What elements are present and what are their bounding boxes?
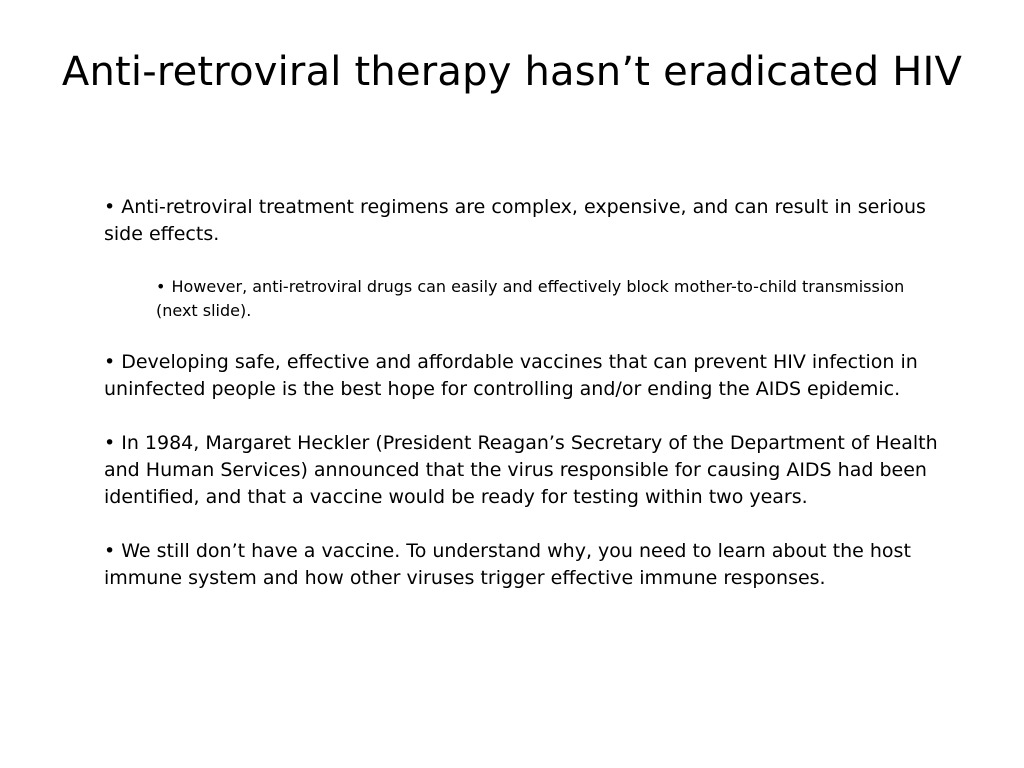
bullet-item bbox=[104, 430, 954, 511]
sub-bullet-item bbox=[156, 275, 916, 323]
bullet-marker: • bbox=[104, 351, 116, 373]
bullet-text: Developing safe, effective and affordable vaccines that can prevent HIV infection in uninfected people is the best hope for controlling and/or ending the AIDS epidemic. bbox=[104, 351, 918, 400]
bullet-text: However, anti-retroviral drugs can easily and effectively block mother-to-child transmission (next slide). bbox=[156, 277, 905, 320]
slide-title: Anti-retroviral therapy hasn’t eradicated HIV bbox=[61, 49, 963, 95]
slide-body bbox=[104, 194, 954, 619]
bullet-marker: • bbox=[104, 432, 116, 454]
bullet-item bbox=[104, 538, 954, 592]
bullet-text: Anti-retroviral treatment regimens are complex, expensive, and can result in serious side effects. bbox=[104, 196, 926, 245]
bullet-text: We still don’t have a vaccine. To understand why, you need to learn about the host immune system and how other viruses trigger effective immune responses. bbox=[104, 540, 911, 589]
bullet-marker: • bbox=[104, 540, 116, 562]
bullet-marker: • bbox=[156, 277, 166, 296]
bullet-item bbox=[104, 349, 954, 403]
bullet-item bbox=[104, 194, 954, 248]
bullet-text: In 1984, Margaret Heckler (President Reagan’s Secretary of the Department of Health and Human Services) announced that the virus responsible for causing AIDS had been identified, and that a vaccine would be ready for testing within two years. bbox=[104, 432, 938, 508]
bullet-marker: • bbox=[104, 196, 116, 218]
